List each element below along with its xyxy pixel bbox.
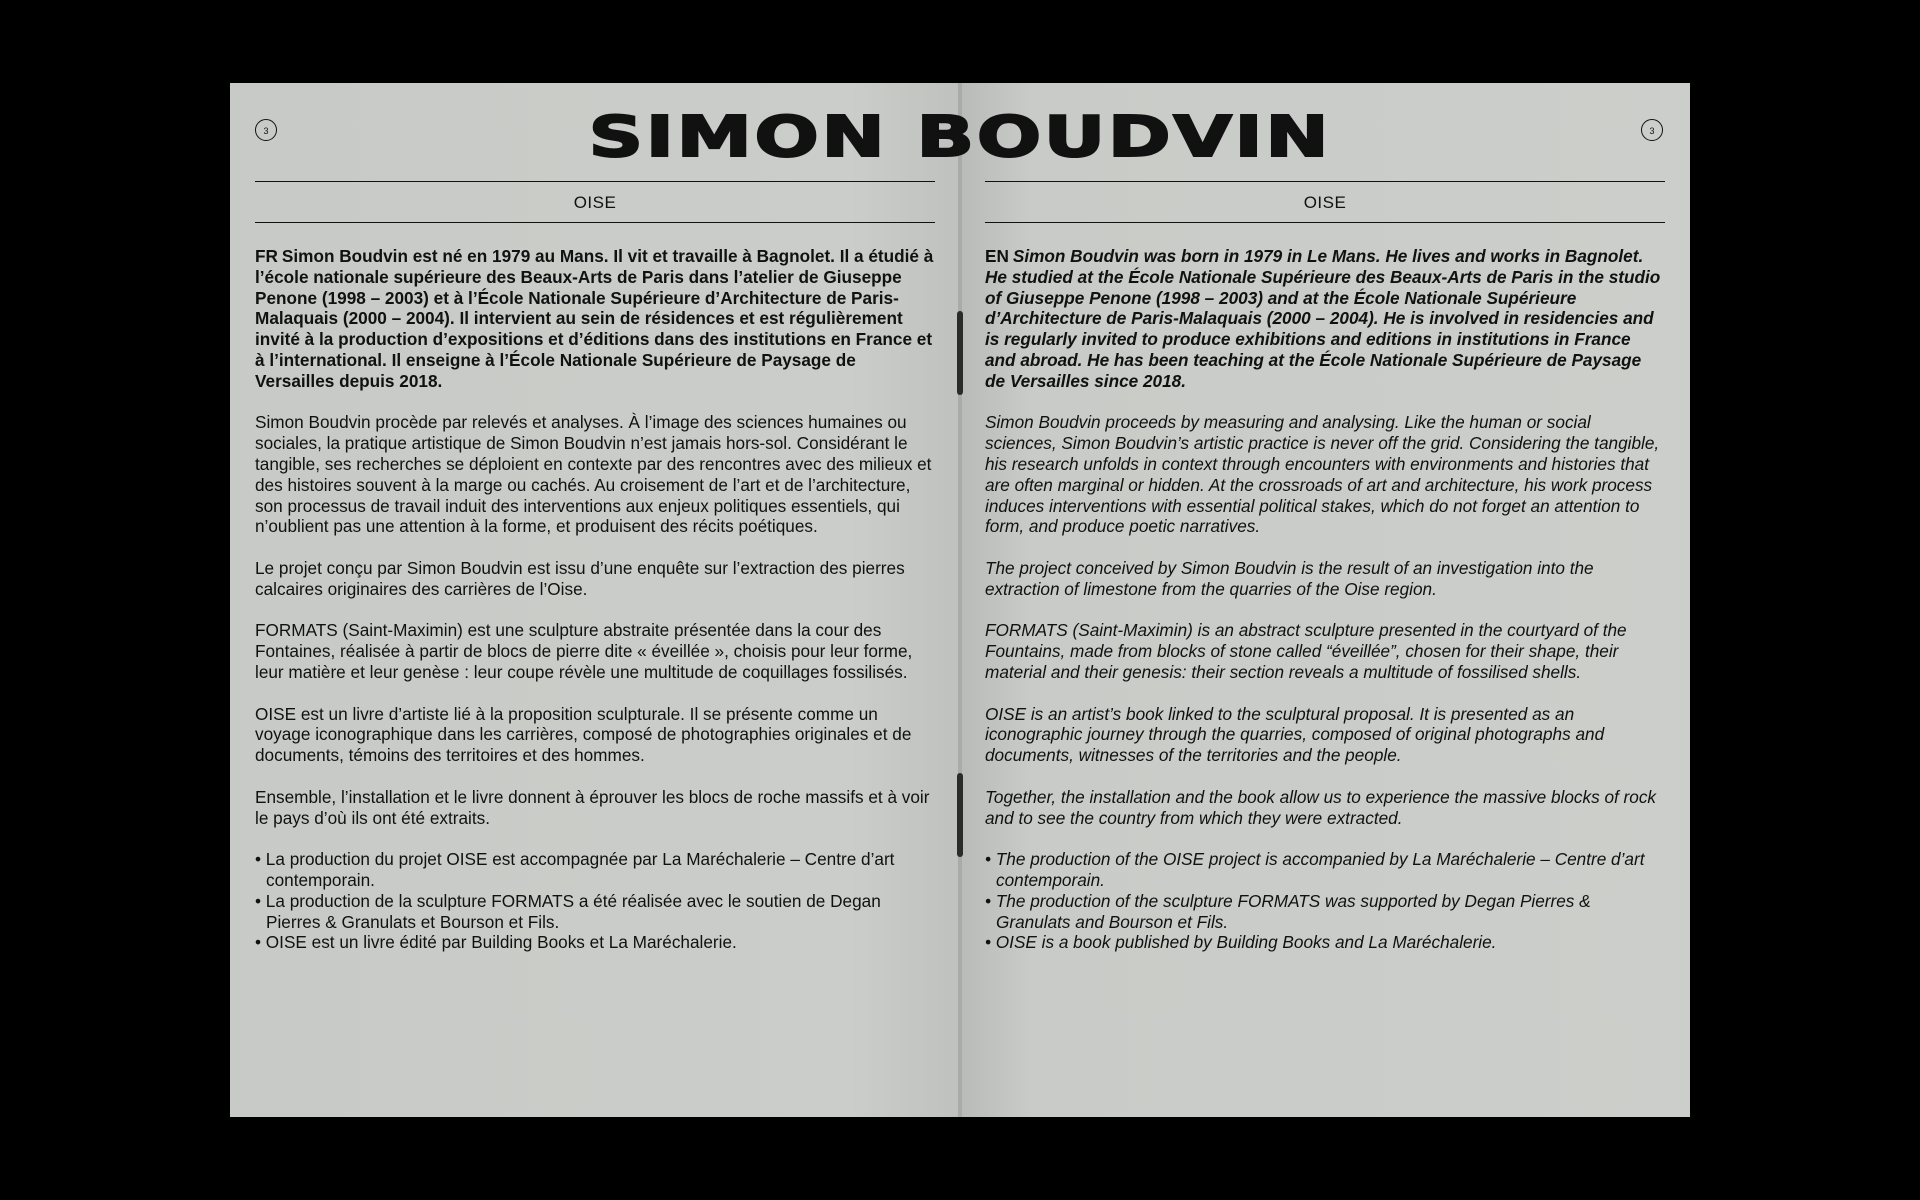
fr-credit-item: • OISE est un livre édité par Building Books et La Maréchalerie. bbox=[255, 932, 935, 953]
en-lead-text: Simon Boudvin was born in 1979 in Le Mans. He lives and works in Bagnolet. He studied at the École Nationale Supérieure des Beaux-Arts de Paris in the studio of Giuseppe Penone (1998 – 2003) and at the École Nationale Supérieure d’Architecture de Paris-Malaquais (2000 – 2004). He is involved in residencies and is regularly invited to produce exhibitions and editions in institutions in France and abroad. He has been teaching at the École Nationale Supérieure de Paysage de Versailles since 2018. bbox=[985, 246, 1661, 391]
fr-paragraph-5: Ensemble, l’installation et le livre donnent à éprouver les blocs de roche massifs et à voir le pays d’où ils ont été extraits. bbox=[255, 786, 930, 828]
page-title: SIMON BOUDVIN bbox=[588, 105, 1332, 170]
fr-paragraph-4: OISE est un livre d’artiste lié à la proposition sculpturale. Il se présente comme un voyage iconographique dans les carrières, composé de photographies originales et de documents, témoins des territoires et des hommes. bbox=[255, 703, 912, 766]
fr-credit-item: • La production de la sculpture FORMATS a été réalisée avec le soutien de Degan Pierres & Granulats et Bourson et Fils. bbox=[255, 891, 935, 933]
en-paragraph-5: Together, the installation and the book allow us to experience the massive blocks of rock and to see the country from which they were extracted. bbox=[985, 786, 1657, 828]
fr-paragraph-2: Le projet conçu par Simon Boudvin est issu d’une enquête sur l’extraction des pierres calcaires originaires des carrières de l’Oise. bbox=[255, 557, 905, 599]
fr-paragraph-3: FORMATS (Saint-Maximin) est une sculpture abstraite présentée dans la cour des Fontaines, réalisée à partir de blocs de pierre dite « éveillée », choisis pour leur forme, leur matière et leur genèse : leur coupe révèle une multitude de coquillages fossilisés. bbox=[255, 620, 913, 682]
english-text-column bbox=[985, 246, 1665, 953]
fr-credits-list bbox=[255, 849, 935, 953]
booklet-spread bbox=[230, 83, 1690, 1117]
fr-language-tag: FR bbox=[255, 246, 278, 266]
section-title-right: OISE bbox=[985, 181, 1665, 223]
fr-lead-paragraph bbox=[255, 246, 935, 392]
spine-fold bbox=[958, 83, 962, 1117]
en-language-tag: EN bbox=[985, 246, 1009, 266]
french-text-column bbox=[255, 246, 935, 953]
page-number-left: 3 bbox=[255, 119, 277, 141]
staple-top bbox=[957, 311, 963, 395]
en-credit-item: • The production of the OISE project is accompanied by La Maréchalerie – Centre d’art contemporain. bbox=[985, 849, 1665, 891]
en-credit-item: • OISE is a book published by Building Books and La Maréchalerie. bbox=[985, 932, 1665, 953]
fr-credit-item: • La production du projet OISE est accompagnée par La Maréchalerie – Centre d’art contemporain. bbox=[255, 849, 935, 891]
page-number-right: 3 bbox=[1641, 119, 1663, 141]
fr-lead-text: Simon Boudvin est né en 1979 au Mans. Il vit et travaille à Bagnolet. Il a étudié à l’école nationale supérieure des Beaux-Arts de Paris dans l’atelier de Giuseppe Penone (1998 – 2003) et à l’École Nationale Supérieure d’Architecture de Paris-Malaquais (2000 – 2004). Il intervient au sein de résidences et est régulièrement invité à la production d’expositions et d’éditions dans des institutions en France et à l’international. Il enseigne à l’École Nationale Supérieure de Paysage de Versailles depuis 2018. bbox=[255, 246, 934, 391]
section-title-left: OISE bbox=[255, 181, 935, 223]
en-paragraph-3: FORMATS (Saint-Maximin) is an abstract sculpture presented in the courtyard of the Fountains, made from blocks of stone called “éveillée”, chosen for their shape, their material and their genesis: their section reveals a multitude of fossilised shells. bbox=[985, 620, 1627, 682]
en-paragraph-2: The project conceived by Simon Boudvin is the result of an investigation into the extraction of limestone from the quarries of the Oise region. bbox=[985, 557, 1594, 599]
staple-bottom bbox=[957, 773, 963, 857]
en-paragraph-1: Simon Boudvin proceeds by measuring and analysing. Like the human or social sciences, Simon Boudvin’s artistic practice is never off the grid. Considering the tangible, his research unfolds in context through encounters with environments and histories that are often marginal or hidden. At the crossroads of art and architecture, his work process induces interventions with essential political stakes, which do not forget an attention to form, and produce poetic narratives. bbox=[985, 412, 1660, 537]
en-credit-item: • The production of the sculpture FORMATS was supported by Degan Pierres & Granulats and Bourson et Fils. bbox=[985, 891, 1665, 933]
en-paragraph-4: OISE is an artist’s book linked to the sculptural proposal. It is presented as an iconographic journey through the quarries, composed of original photographs and documents, witnesses of the territories and the people. bbox=[985, 703, 1605, 766]
fr-paragraph-1: Simon Boudvin procède par relevés et analyses. À l’image des sciences humaines ou sociales, la pratique artistique de Simon Boudvin n’est jamais hors-sol. Considérant le tangible, ses recherches se déploient en contexte par des rencontres avec des milieux et des histoires souvent à la marge ou cachés. Au croisement de l’art et de l’architecture, son processus de travail induit des interventions aux enjeux politiques essentiels, qui n’oublient pas une attention à la forme, et produisent des récits poétiques. bbox=[255, 412, 932, 537]
en-credits-list bbox=[985, 849, 1665, 953]
en-lead-paragraph bbox=[985, 246, 1665, 392]
